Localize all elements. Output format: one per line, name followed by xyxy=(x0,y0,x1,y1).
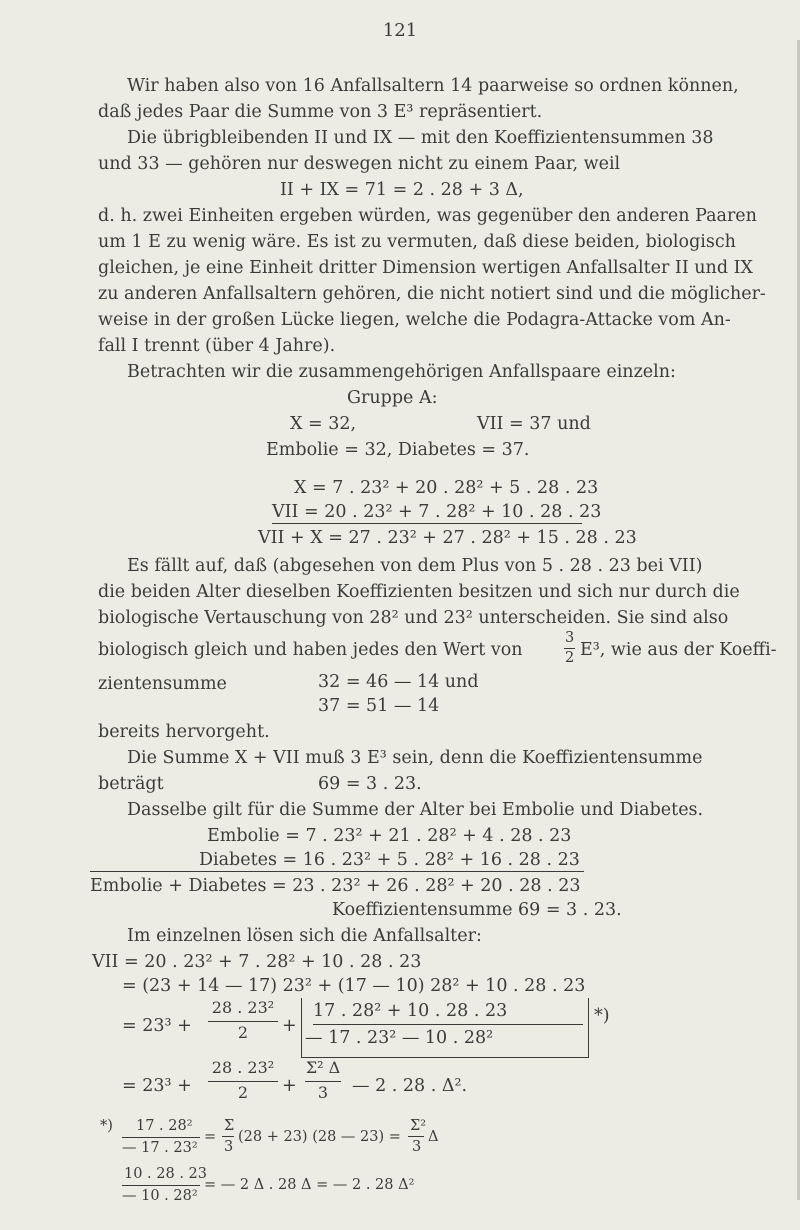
equation-line: Embolie = 7 . 23² + 21 . 28² + 4 . 28 . 23 xyxy=(207,826,572,846)
box-border-left xyxy=(301,998,302,1058)
page-number: 121 xyxy=(382,20,418,41)
equation-line: II + IX = 71 = 2 . 28 + 3 Δ, xyxy=(280,180,524,200)
footnote-term: 10 . 28 . 23 xyxy=(124,1166,208,1182)
text-line: Im einzelnen lösen sich die Anfallsalter: xyxy=(127,926,482,946)
fraction-denominator: 2 xyxy=(565,650,575,666)
fraction-numerator: 28 . 23² xyxy=(211,998,275,1017)
footnote-marker: *) xyxy=(100,1118,113,1134)
text-line: daß jedes Paar die Summe von 3 E³ repräsentiert. xyxy=(98,102,543,122)
footnote-term: 17 . 28² xyxy=(136,1118,193,1134)
fraction-denominator: 3 xyxy=(317,1083,329,1102)
footnote-part: Δ xyxy=(428,1129,439,1145)
text-line: und 33 — gehören nur deswegen nicht zu einem Paar, weil xyxy=(98,154,621,174)
fraction-bar xyxy=(305,1081,341,1082)
equation-line: VII + X = 27 . 23² + 27 . 28² + 15 . 28 . 23 xyxy=(258,528,637,548)
text-line: bereits hervorgeht. xyxy=(98,722,270,742)
text-line: weise in der großen Lücke liegen, welche die Podagra-Attacke vom An- xyxy=(98,310,731,330)
equation-line: VII = 37 und xyxy=(477,414,591,434)
sum-rule xyxy=(272,523,582,524)
text-line: zientensumme xyxy=(98,674,227,694)
text-line: zu anderen Anfallsaltern gehören, die nicht notiert sind und die möglicher- xyxy=(98,284,766,304)
equation-part: — 2 . 28 . Δ². xyxy=(352,1076,468,1096)
footnote-part: 3 xyxy=(412,1139,422,1155)
footnote-part: Σ² xyxy=(410,1118,427,1134)
text-line: biologisch gleich und haben jedes den Wert von xyxy=(98,640,523,660)
footnote-term: — 17 . 23² xyxy=(122,1140,198,1156)
text-line: biologische Vertauschung von 28² und 23² unterscheiden. Sie sind also xyxy=(98,608,729,628)
equation-line: = (23 + 14 — 17) 23² + (17 — 10) 28² + 10 . 28 . 23 xyxy=(122,976,586,996)
equation-line: 37 = 51 — 14 xyxy=(318,696,440,716)
footnote-part: = — 2 Δ . 28 Δ = — 2 . 28 Δ² xyxy=(204,1177,415,1193)
equation-line: VII = 20 . 23² + 7 . 28² + 10 . 28 . 23 xyxy=(92,952,422,972)
text-line: Wir haben also von 16 Anfallsaltern 14 paarweise so ordnen können, xyxy=(127,76,739,96)
equation-line: X = 7 . 23² + 20 . 28² + 5 . 28 . 23 xyxy=(294,478,599,498)
equation-part: + xyxy=(282,1016,297,1036)
text-line: die beiden Alter dieselben Koeffizienten besitzen und sich nur durch die xyxy=(98,582,740,602)
fraction-numerator: 28 . 23² xyxy=(211,1058,275,1077)
equation-line: 32 = 46 — 14 und xyxy=(318,672,479,692)
footnote-part: = xyxy=(204,1129,217,1145)
text-line: E³, wie aus der Koeffi- xyxy=(580,640,777,660)
text-line: d. h. zwei Einheiten ergeben würden, was gegenüber den anderen Paaren xyxy=(98,206,757,226)
equation-line: Diabetes = 16 . 23² + 5 . 28² + 16 . 28 . 23 xyxy=(199,850,580,870)
text-line: Die übrigbleibenden II und IX — mit den Koeffizientensummen 38 xyxy=(127,128,714,148)
fraction-numerator: 3 xyxy=(565,630,575,646)
fraction-numerator: Σ² Δ xyxy=(305,1058,341,1077)
fraction-denominator: 2 xyxy=(237,1083,249,1102)
footnote-part: Σ xyxy=(224,1118,235,1134)
text-line: Betrachten wir die zusammengehörigen Anfallspaare einzeln: xyxy=(127,362,676,382)
equation-line: Embolie + Diabetes = 23 . 23² + 26 . 28² + 20 . 28 . 23 xyxy=(90,876,581,896)
footnote-part: (28 + 23) (28 — 23) = xyxy=(238,1129,401,1145)
sum-rule xyxy=(90,871,584,872)
fraction-denominator: 2 xyxy=(237,1023,249,1042)
text-line: Die Summe X + VII muß 3 E³ sein, denn die Koeffizientensumme xyxy=(127,748,703,768)
footnote-marker: *) xyxy=(594,1006,610,1026)
equation-line: X = 32, xyxy=(290,414,357,434)
footnote-term: — 10 . 28² xyxy=(122,1188,198,1204)
equation-line: Embolie = 32, Diabetes = 37. xyxy=(266,440,530,460)
text-line: Dasselbe gilt für die Summe der Alter bei Embolie und Diabetes. xyxy=(127,800,704,820)
text-line: um 1 E zu wenig wäre. Es ist zu vermuten, daß diese beiden, biologisch xyxy=(98,232,736,252)
text-line: beträgt xyxy=(98,774,164,794)
equation-part: + xyxy=(282,1076,297,1096)
boxed-term: — 17 . 23² — 10 . 28² xyxy=(305,1028,494,1048)
boxed-term: 17 . 28² + 10 . 28 . 23 xyxy=(313,1001,508,1021)
box-rule xyxy=(313,1024,583,1025)
fraction-bar xyxy=(208,1021,278,1022)
equation-part: = 23³ + xyxy=(122,1076,192,1096)
box-border-right xyxy=(588,998,589,1058)
box-border-bottom xyxy=(301,1057,589,1058)
text-line: Es fällt auf, daß (abgesehen von dem Plus von 5 . 28 . 23 bei VII) xyxy=(127,556,703,576)
text-line: fall I trennt (über 4 Jahre). xyxy=(98,336,336,356)
footnote-part: 3 xyxy=(224,1139,234,1155)
group-heading: Gruppe A: xyxy=(347,388,438,408)
fraction-bar xyxy=(208,1081,278,1082)
equation-line: VII = 20 . 23² + 7 . 28² + 10 . 28 . 23 xyxy=(272,502,602,522)
equation-line: 69 = 3 . 23. xyxy=(318,774,422,794)
equation-line: Koeffizientensumme 69 = 3 . 23. xyxy=(332,900,622,920)
equation-part: = 23³ + xyxy=(122,1016,192,1036)
text-line: gleichen, je eine Einheit dritter Dimension wertigen Anfallsalter II und IX xyxy=(98,258,753,278)
